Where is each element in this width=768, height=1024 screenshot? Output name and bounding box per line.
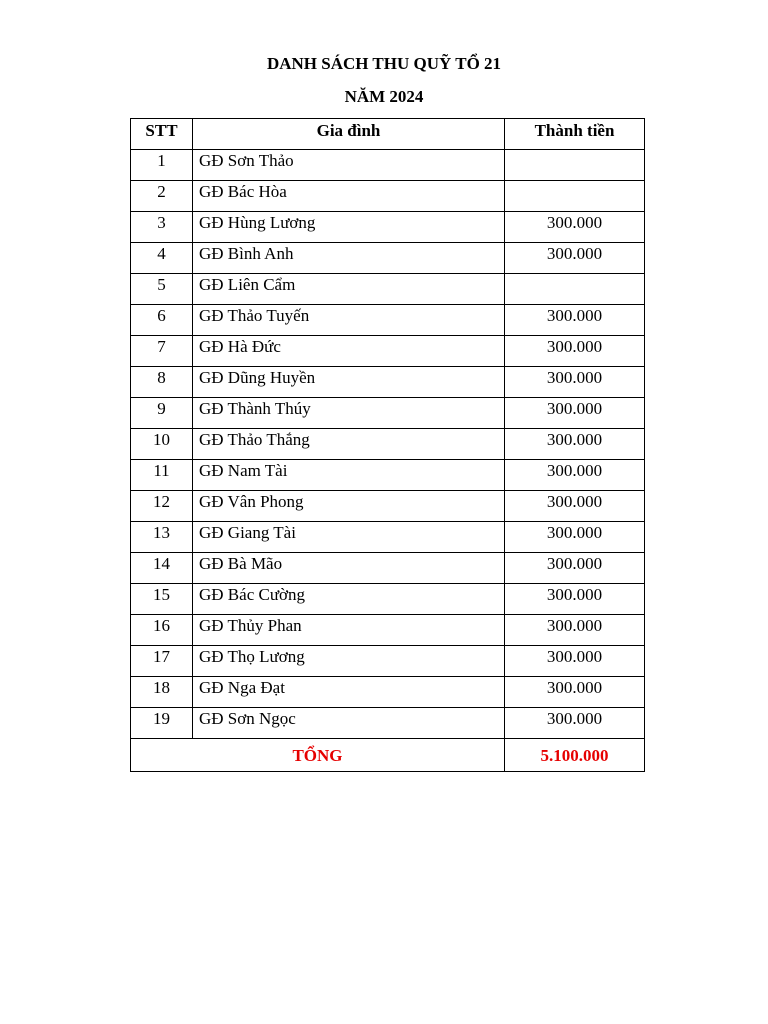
row-amount: 300.000 bbox=[505, 553, 645, 584]
row-stt: 19 bbox=[131, 708, 193, 739]
row-amount: 300.000 bbox=[505, 243, 645, 274]
row-family: GĐ Giang Tài bbox=[193, 522, 505, 553]
row-amount: 300.000 bbox=[505, 398, 645, 429]
row-family: GĐ Sơn Ngọc bbox=[193, 708, 505, 739]
row-stt: 17 bbox=[131, 646, 193, 677]
table-row bbox=[131, 615, 645, 646]
row-stt: 16 bbox=[131, 615, 193, 646]
table-header-row bbox=[131, 119, 645, 150]
table-row bbox=[131, 274, 645, 305]
row-family: GĐ Thọ Lương bbox=[193, 646, 505, 677]
table-row bbox=[131, 522, 645, 553]
row-family: GĐ Thảo Thắng bbox=[193, 429, 505, 460]
row-family: GĐ Bác Cường bbox=[193, 584, 505, 615]
table-row bbox=[131, 305, 645, 336]
row-family: GĐ Bác Hòa bbox=[193, 181, 505, 212]
row-family: GĐ Dũng Huyền bbox=[193, 367, 505, 398]
row-stt: 12 bbox=[131, 491, 193, 522]
table-row bbox=[131, 212, 645, 243]
row-amount: 300.000 bbox=[505, 460, 645, 491]
header-family: Gia đình bbox=[193, 119, 505, 150]
row-amount: 300.000 bbox=[505, 491, 645, 522]
row-stt: 9 bbox=[131, 398, 193, 429]
table-row bbox=[131, 677, 645, 708]
document-subtitle-year: NĂM 2024 bbox=[344, 87, 424, 106]
row-amount: 300.000 bbox=[505, 522, 645, 553]
row-family: GĐ Thảo Tuyến bbox=[193, 305, 505, 336]
row-family: GĐ Nga Đạt bbox=[193, 677, 505, 708]
row-stt: 6 bbox=[131, 305, 193, 336]
row-family: GĐ Thủy Phan bbox=[193, 615, 505, 646]
table-row bbox=[131, 553, 645, 584]
table-row bbox=[131, 398, 645, 429]
row-stt: 5 bbox=[131, 274, 193, 305]
row-stt: 8 bbox=[131, 367, 193, 398]
table-row bbox=[131, 491, 645, 522]
row-family: GĐ Sơn Thảo bbox=[193, 150, 505, 181]
row-family: GĐ Hà Đức bbox=[193, 336, 505, 367]
header-stt: STT bbox=[131, 119, 193, 150]
table-row bbox=[131, 429, 645, 460]
row-family: GĐ Nam Tài bbox=[193, 460, 505, 491]
row-amount: 300.000 bbox=[505, 677, 645, 708]
row-stt: 3 bbox=[131, 212, 193, 243]
table-row bbox=[131, 646, 645, 677]
total-row bbox=[131, 739, 645, 772]
row-amount: 300.000 bbox=[505, 584, 645, 615]
header-amount: Thành tiền bbox=[505, 119, 645, 150]
total-label: TỔNG bbox=[131, 739, 505, 772]
row-family: GĐ Bà Mão bbox=[193, 553, 505, 584]
table-row bbox=[131, 181, 645, 212]
table-row bbox=[131, 708, 645, 739]
table-row bbox=[131, 460, 645, 491]
row-amount: 300.000 bbox=[505, 212, 645, 243]
table-row bbox=[131, 150, 645, 181]
table-row bbox=[131, 336, 645, 367]
fund-table bbox=[130, 118, 645, 772]
row-amount: 300.000 bbox=[505, 367, 645, 398]
row-amount: 300.000 bbox=[505, 336, 645, 367]
row-stt: 11 bbox=[131, 460, 193, 491]
row-amount bbox=[505, 274, 645, 305]
row-stt: 1 bbox=[131, 150, 193, 181]
total-amount: 5.100.000 bbox=[505, 739, 645, 772]
row-amount: 300.000 bbox=[505, 615, 645, 646]
row-amount: 300.000 bbox=[505, 429, 645, 460]
row-family: GĐ Liên Cẩm bbox=[193, 274, 505, 305]
row-family: GĐ Hùng Lương bbox=[193, 212, 505, 243]
row-amount: 300.000 bbox=[505, 646, 645, 677]
row-amount bbox=[505, 150, 645, 181]
row-family: GĐ Vân Phong bbox=[193, 491, 505, 522]
document-title: DANH SÁCH THU QUỸ TỔ 21 bbox=[266, 54, 502, 73]
row-stt: 10 bbox=[131, 429, 193, 460]
table-body bbox=[131, 150, 645, 739]
row-amount: 300.000 bbox=[505, 708, 645, 739]
row-stt: 2 bbox=[131, 181, 193, 212]
row-stt: 14 bbox=[131, 553, 193, 584]
table-row bbox=[131, 243, 645, 274]
row-stt: 15 bbox=[131, 584, 193, 615]
row-stt: 7 bbox=[131, 336, 193, 367]
row-stt: 4 bbox=[131, 243, 193, 274]
table-row bbox=[131, 367, 645, 398]
table-row bbox=[131, 584, 645, 615]
row-stt: 18 bbox=[131, 677, 193, 708]
row-amount: 300.000 bbox=[505, 305, 645, 336]
row-family: GĐ Thành Thúy bbox=[193, 398, 505, 429]
row-stt: 13 bbox=[131, 522, 193, 553]
row-family: GĐ Bình Anh bbox=[193, 243, 505, 274]
row-amount bbox=[505, 181, 645, 212]
